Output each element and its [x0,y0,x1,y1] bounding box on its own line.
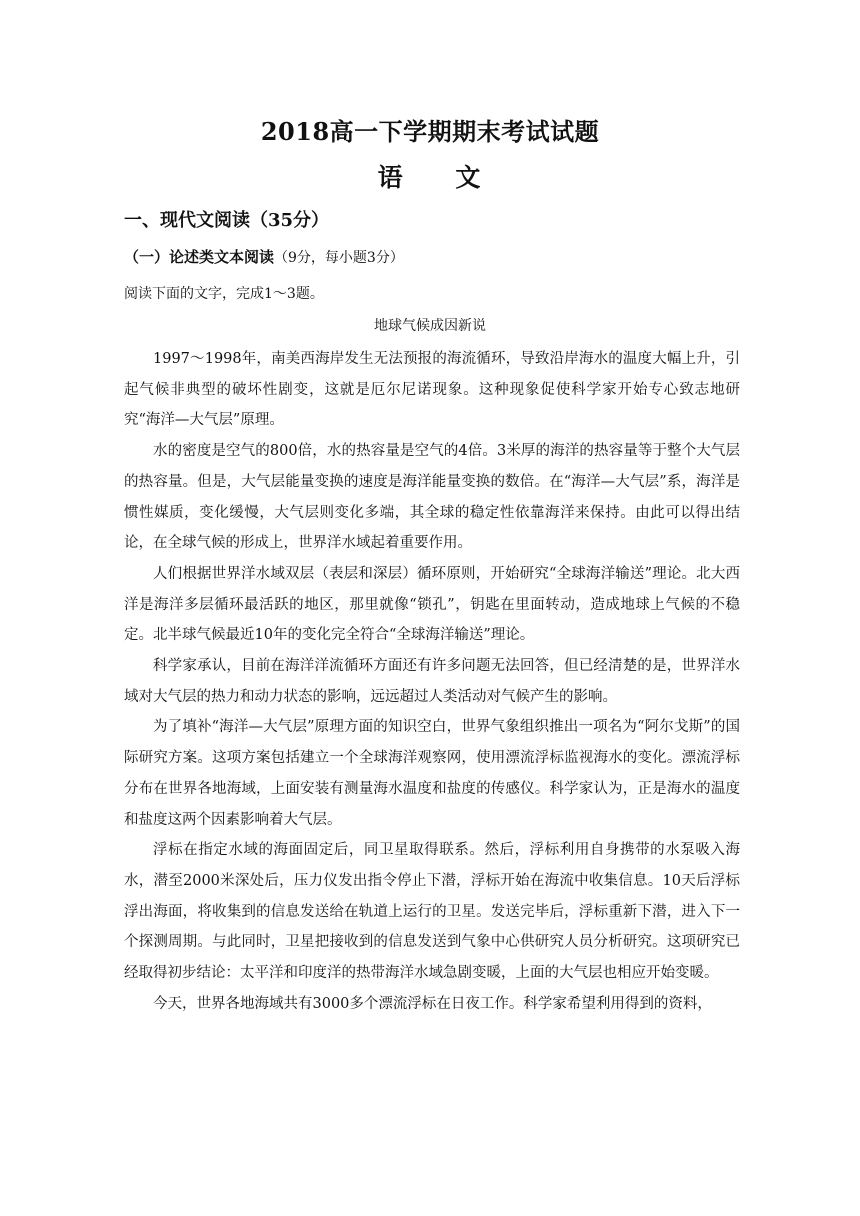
subsection-note: （9分，每小题3分） [274,250,404,266]
section-heading: 一、现代文阅读（35分） [124,210,330,231]
article-body [124,344,740,1019]
article-paragraph: 人们根据世界洋水域双层（表层和深层）循环原则，开始研究“全球海洋输送”理论。北大西洋是海洋多层循环最活跃的地区，那里就像“锁孔”，钥匙在里面转动，造成地球上气候的不稳定。北半球气候最近10年的变化完全符合“全球海洋输送”理论。 [124,565,740,644]
article-paragraph: 为了填补“海洋—大气层”原理方面的知识空白，世界气象组织推出一项名为“阿尔戈斯”的国际研究方案。这项方案包括建立一个全球海洋观察网，使用漂流浮标监视海水的变化。漂流浮标分布在世界各地海域，上面安装有测量海水温度和盐度的传感仪。科学家认为，正是海水的温度和盐度这两个因素影响着大气层。 [124,719,740,828]
reading-instruction: 阅读下面的文字，完成1～3题。 [124,286,324,302]
subsection-label: （一）论述类文本阅读 [124,248,275,266]
exam-title: 2018高一下学期期末考试试题 [260,117,600,146]
article-title: 地球气候成因新说 [374,318,486,334]
article-paragraph: 科学家承认，目前在海洋洋流循环方面还有许多问题无法回答，但已经清楚的是，世界洋水域对大气层的热力和动力状态的影响，远远超过人类活动对气候产生的影响。 [124,658,740,705]
subsection-heading [124,246,404,267]
article-paragraph: 1997～1998年，南美西海岸发生无法预报的海流循环，导致沿岸海水的温度大幅上升，引起气候非典型的破坏性剧变，这就是厄尔尼诺现象。这种现象促使科学家开始专心致志地研究“海洋—大气层”原理。 [124,351,740,429]
article-paragraph: 水的密度是空气的800倍，水的热容量是空气的4倍。3米厚的海洋的热容量等于整个大气层的热容量。但是，大气层能量变换的速度是海洋能量变换的数倍。在“海洋—大气层”系，海洋是惯性媒质，变化缓慢，大气层则变化多端，其全球的稳定性依靠海洋来保持。由此可以得出结论，在全球气候的形成上，世界洋水域起着重要作用。 [124,443,740,552]
article-paragraph: 浮标在指定水域的海面固定后，同卫星取得联系。然后，浮标利用自身携带的水泵吸入海水，潜至2000米深处后，压力仪发出指令停止下潜，浮标开始在海流中收集信息。10天后浮标浮出海面，将收集到的信息发送给在轨道上运行的卫星。发送完毕后，浮标重新下潜，进入下一个探测周期。与此同时，卫星把接收到的信息发送到气象中心供研究人员分析研究。这项研究已经取得初步结论：太平洋和印度洋的热带海洋水域急剧变暖，上面的大气层也相应开始变暖。 [124,842,740,982]
subject-title: 语 文 [377,163,483,192]
article-paragraph: 今天，世界各地海域共有3000多个漂流浮标在日夜工作。科学家希望利用得到的资料， [153,995,712,1012]
